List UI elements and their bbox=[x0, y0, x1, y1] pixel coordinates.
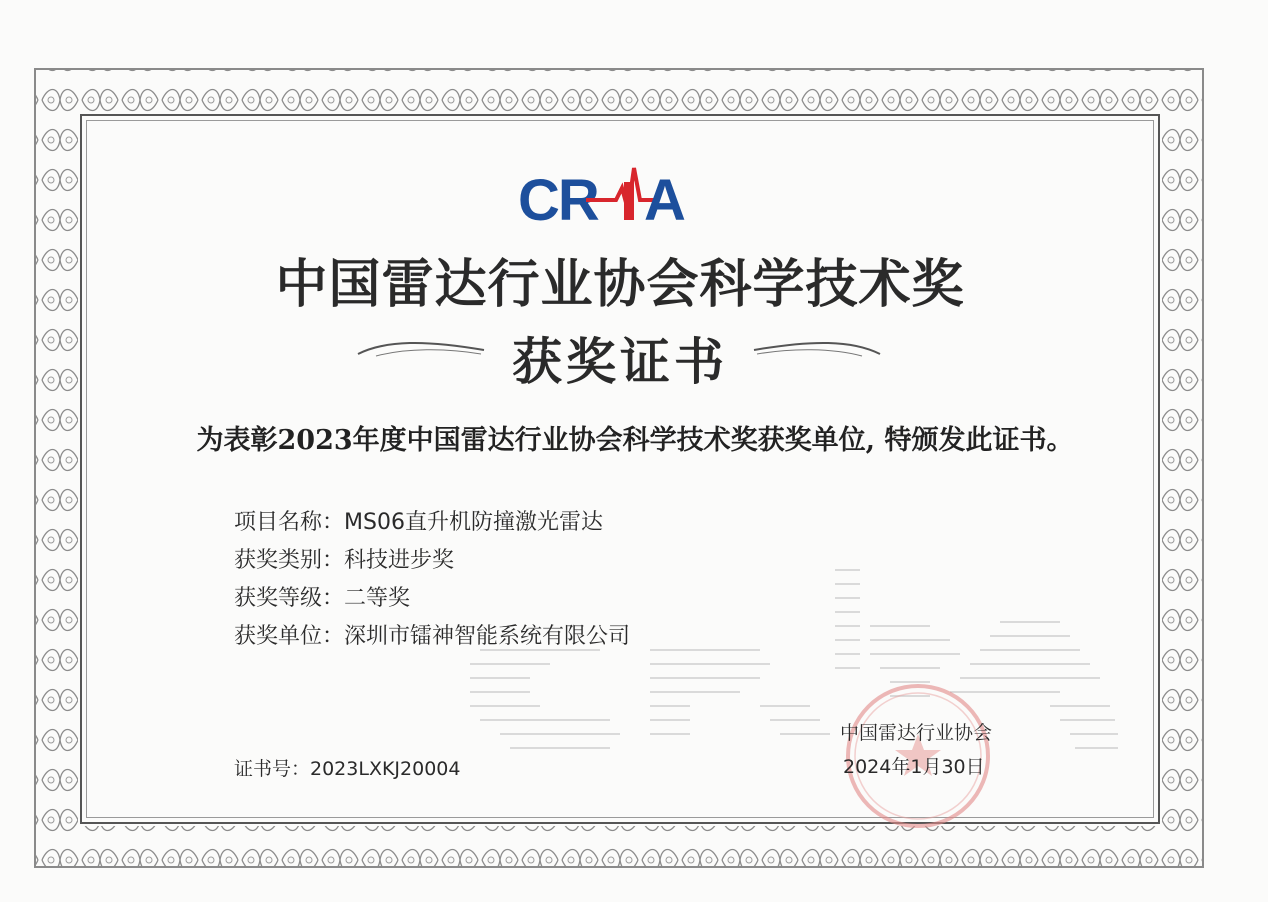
certificate-number: 证书号：2023LXKJ20004 bbox=[234, 758, 461, 780]
right-flourish-ornament bbox=[752, 336, 882, 362]
issue-date: 2024年1月30日 bbox=[843, 756, 985, 778]
field-label: 获奖单位： bbox=[234, 624, 345, 649]
certificate-subtitle: 获奖证书 bbox=[512, 332, 728, 391]
field-row-recipient bbox=[234, 618, 630, 656]
field-row-grade bbox=[234, 580, 630, 618]
certificate-title: 中国雷达行业协会科学技术奖 bbox=[275, 254, 965, 315]
svg-text:A: A bbox=[644, 168, 686, 230]
field-value: MS06直升机防撞激光雷达 bbox=[344, 510, 603, 535]
svg-text:CR: CR bbox=[518, 168, 598, 230]
field-value: 二等奖 bbox=[344, 586, 411, 611]
field-row-category bbox=[234, 542, 630, 580]
field-row-project bbox=[234, 504, 630, 542]
field-label: 项目名称： bbox=[234, 510, 345, 535]
award-statement: 为表彰2023年度中国雷达行业协会科学技术奖获奖单位, 特颁发此证书。 bbox=[196, 425, 1074, 456]
field-label: 获奖等级： bbox=[234, 586, 345, 611]
field-value: 深圳市镭神智能系统有限公司 bbox=[344, 624, 631, 649]
cria-logo bbox=[516, 160, 716, 230]
field-value: 科技进步奖 bbox=[344, 548, 455, 573]
issuing-organization: 中国雷达行业协会 bbox=[840, 722, 993, 744]
award-details bbox=[234, 504, 630, 656]
field-label: 获奖类别： bbox=[234, 548, 345, 573]
